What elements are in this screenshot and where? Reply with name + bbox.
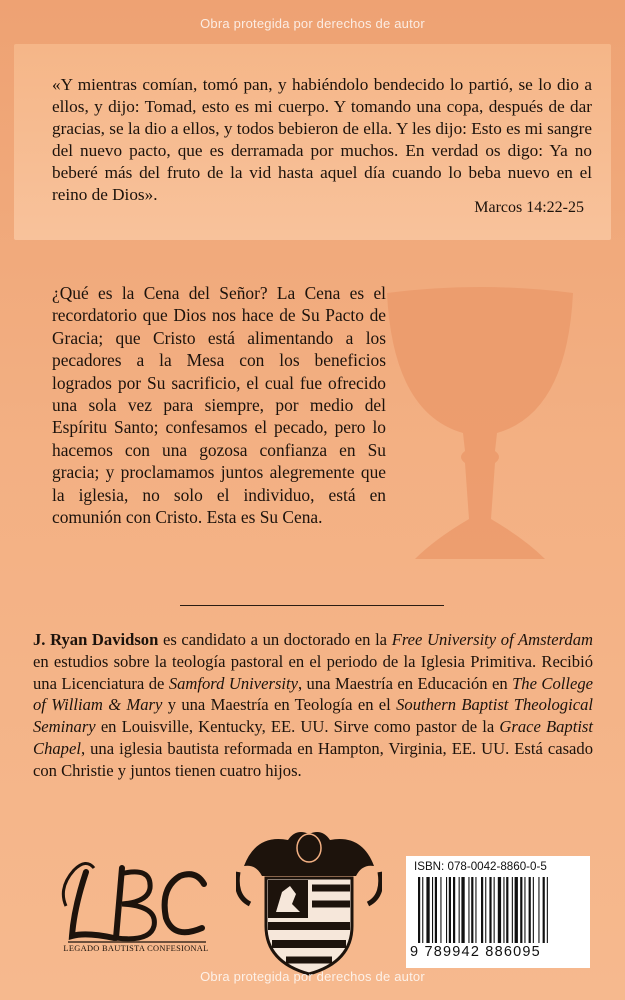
bio-text: es candidato a un doctorado en la xyxy=(158,630,392,649)
bio-text: en Louisville, Kentucky, EE. UU. Sirve como pastor de la xyxy=(95,717,500,737)
barcode-bar xyxy=(512,877,513,943)
barcode-bar xyxy=(475,877,476,943)
barcode-bar xyxy=(547,877,548,943)
bio-institution: The College of William & Mary xyxy=(33,673,593,715)
barcode-icon xyxy=(418,877,586,943)
barcode-bar xyxy=(481,877,483,943)
book-description: ¿Qué es la Cena del Señor? La Cena es el recordatorio que Dios nos hace de Su Pacto de Gracia; que Cristo está alimentando a los pecadores a la Mesa con los beneficios logrados por Su sacrificio, el cual fue ofrecido una sola vez para siempre, por medio del Espíritu Santo; confesamos el pecado, pero lo hacemos con una gozosa confianza en Su gracia; y proclamamos juntos alegremente que la iglesia, no solo el individuo, está en comunión con Cristo. Esta es Su Cena. xyxy=(52,283,386,528)
barcode-bar xyxy=(543,877,545,943)
bio-text: y una Maestría en Teología en el xyxy=(162,695,397,715)
bio-text: , una Maestría en Educación en xyxy=(297,673,513,693)
bio-institution: Grace Baptist Chapel xyxy=(33,717,594,758)
barcode-bar xyxy=(432,877,433,943)
chalice-icon xyxy=(385,283,575,573)
scripture-quote: «Y mientras comían, tomó pan, y habiéndolo bendecido lo partió, se lo dio a ellos, y dijo: Tomad, esto es mi cuerpo. Y tomando una copa, después de dar gracias, se la dio a ellos, y todos bebieron de ella. Y les dijo: Esto es mi sangre del nuevo pacto, que es derramada por muchos. En verdad os digo: Ya no beberé más del fruto de la vid hasta aquel día cuando lo beba nuevo en el reino de Dios». xyxy=(52,75,592,204)
author-bio xyxy=(33,629,593,782)
publisher-name: LEGADO BAUTISTA CONFESIONAL xyxy=(63,944,209,953)
barcode-bar xyxy=(489,877,491,943)
barcode-bar xyxy=(471,877,473,943)
barcode-bar xyxy=(459,877,460,943)
bio-institution: Southern Baptist Theological Seminary xyxy=(33,695,593,737)
divider xyxy=(180,605,444,606)
author-name: J. Ryan Davidson xyxy=(33,630,159,649)
barcode-bar xyxy=(440,877,441,943)
bio-institution: Samford University xyxy=(168,673,298,693)
barcode-bar xyxy=(515,877,518,943)
barcode-bar xyxy=(422,877,423,943)
barcode-bar xyxy=(461,877,464,943)
barcode-bar xyxy=(446,877,447,943)
barcode-bar xyxy=(418,877,420,943)
barcode-bar xyxy=(524,877,525,943)
coat-of-arms-icon xyxy=(236,826,382,976)
barcode-bar xyxy=(520,877,522,943)
barcode-bar xyxy=(498,877,501,943)
isbn-label: ISBN: 078-0042-8860-0-5 xyxy=(414,860,547,873)
barcode-bar xyxy=(533,877,534,943)
barcode-bar xyxy=(485,877,486,943)
bio-institution: Free University of Amsterdam xyxy=(391,630,593,649)
barcode-number: 9 789942 886095 xyxy=(410,944,541,960)
scripture-reference: Marcos 14:22-25 xyxy=(474,199,584,216)
barcode-bar xyxy=(435,877,437,943)
bio-text: , una iglesia bautista reformada en Hampton, Virginia, EE. UU. Está casado con Christie y juntos tienen cuatro hijos. xyxy=(33,738,593,780)
bio-text: en estudios sobre la teología pastoral en el periodo de la Iglesia Primitiva. Recibió una Licenciatura de xyxy=(33,651,593,693)
barcode-bar xyxy=(538,877,539,943)
barcode-bar xyxy=(453,877,455,943)
barcode-bar xyxy=(449,877,451,943)
barcode-bar xyxy=(426,877,429,943)
barcode-bar xyxy=(529,877,531,943)
barcode-bar xyxy=(494,877,495,943)
watermark-bottom: Obra protegida por derechos de autor xyxy=(200,969,425,984)
barcode-bar xyxy=(506,877,508,943)
watermark-top: Obra protegida por derechos de autor xyxy=(200,16,425,31)
barcode-bar xyxy=(503,877,504,943)
barcode-bar xyxy=(468,877,469,943)
